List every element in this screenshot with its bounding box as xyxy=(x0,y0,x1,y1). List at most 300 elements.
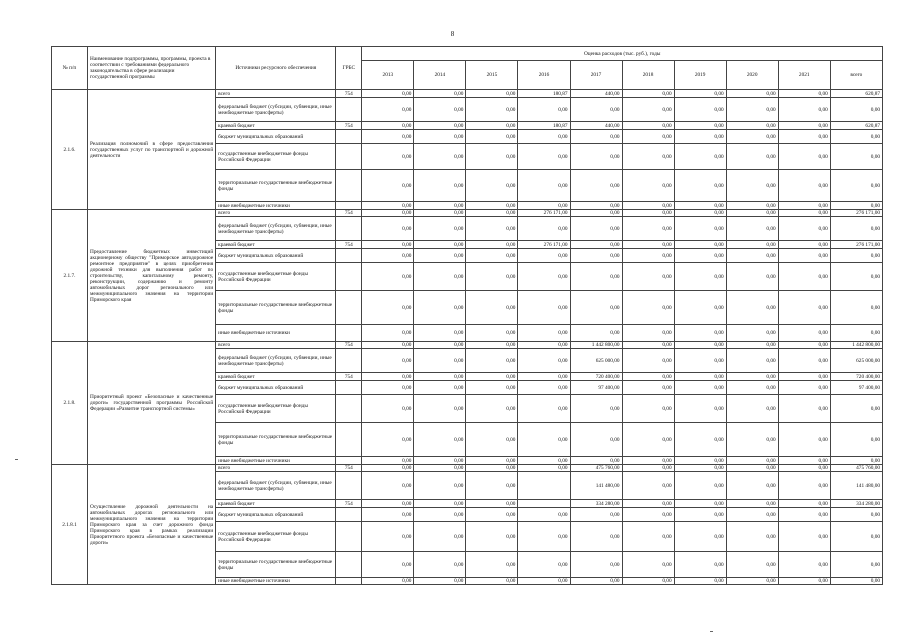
year-value: 0,00 xyxy=(414,325,466,342)
header-year: 2013 xyxy=(362,61,414,90)
year-value: 0,00 xyxy=(778,122,830,130)
header-total: всего xyxy=(830,61,882,90)
year-value: 0,00 xyxy=(518,457,570,465)
year-value: 0,00 xyxy=(414,552,466,578)
funding-source: бюджет муниципальных образований xyxy=(216,508,336,522)
year-value: 0,00 xyxy=(622,249,674,263)
year-value: 0,00 xyxy=(674,395,726,423)
year-value: 0,00 xyxy=(674,500,726,508)
year-value xyxy=(518,500,570,508)
year-value: 0,00 xyxy=(518,325,570,342)
program-name: Предоставление бюджетных инвестиций акционерному обществу "Приморское автодорожное ремонтное предприятие" в целях приобретения дорожной техники для выполнения работ по строительству, капитальному ремонту, реконструкции, содержанию и ремонту автомобильных дорог регионального или межмуниципального значения на территории Приморского края xyxy=(88,210,216,342)
year-value: 0,00 xyxy=(466,291,518,325)
header-number: № п/п xyxy=(52,47,88,90)
funding-source: федеральный бюджет (субсидии, субвенции, иные межбюджетные трансферты) xyxy=(216,349,336,373)
year-value: 0,00 xyxy=(518,522,570,552)
total-value: 97 400,00 xyxy=(830,381,882,395)
year-value: 0,00 xyxy=(778,249,830,263)
year-value: 0,00 xyxy=(622,170,674,202)
year-value: 0,00 xyxy=(726,508,778,522)
year-value: 0,00 xyxy=(674,241,726,249)
funding-source: федеральный бюджет (субсидии, субвенции, иные межбюджетные трансферты) xyxy=(216,217,336,241)
year-value: 0,00 xyxy=(414,241,466,249)
year-value: 0,00 xyxy=(362,349,414,373)
year-value: 334 280,00 xyxy=(570,500,622,508)
year-value: 0,00 xyxy=(466,578,518,585)
year-value: 440,00 xyxy=(570,122,622,130)
funding-source: федеральный бюджет (субсидии, субвенции, иные межбюджетные трансферты) xyxy=(216,472,336,500)
year-value: 0,00 xyxy=(622,472,674,500)
page-number: 8 xyxy=(450,30,455,38)
year-value: 0,00 xyxy=(414,457,466,465)
funding-source: краевой бюджет xyxy=(216,373,336,381)
item-number: 2.1.6. xyxy=(52,90,88,210)
year-value: 0,00 xyxy=(570,210,622,217)
year-value: 0,00 xyxy=(414,508,466,522)
total-value: 0,00 xyxy=(830,217,882,241)
grbs-code xyxy=(336,395,362,423)
year-value: 0,00 xyxy=(466,217,518,241)
year-value: 0,00 xyxy=(414,170,466,202)
year-value: 0,00 xyxy=(778,578,830,585)
total-value: 0,00 xyxy=(830,202,882,210)
year-value: 0,00 xyxy=(362,342,414,349)
year-value: 0,00 xyxy=(674,170,726,202)
funding-source: федеральный бюджет (субсидии, субвенции, иные межбюджетные трансферты) xyxy=(216,98,336,122)
year-value: 0,00 xyxy=(518,98,570,122)
year-value: 180,87 xyxy=(518,122,570,130)
year-value: 0,00 xyxy=(778,465,830,472)
year-value: 0,00 xyxy=(726,578,778,585)
header-year: 2021 xyxy=(778,61,830,90)
total-value: 0,00 xyxy=(830,325,882,342)
year-value: 0,00 xyxy=(674,249,726,263)
year-value: 0,00 xyxy=(726,522,778,552)
year-value: 0,00 xyxy=(414,465,466,472)
year-value: 0,00 xyxy=(674,202,726,210)
funding-source: государственные внебюджетные фонды Российской Федерации xyxy=(216,144,336,170)
year-value: 0,00 xyxy=(778,500,830,508)
year-value: 0,00 xyxy=(726,381,778,395)
year-value: 276 171,00 xyxy=(518,210,570,217)
year-value: 0,00 xyxy=(414,130,466,144)
table-row xyxy=(52,210,883,217)
grbs-code: 754 xyxy=(336,342,362,349)
year-value: 0,00 xyxy=(622,381,674,395)
year-value: 0,00 xyxy=(674,373,726,381)
item-number: 2.1.8. xyxy=(52,342,88,465)
year-value: 0,00 xyxy=(518,217,570,241)
header-program-name: Наименование подпрограммы, программы, проекта в соответствии с требованиями федерального законодательства в сфере реализации государственной программы xyxy=(88,47,216,90)
year-value: 625 000,00 xyxy=(570,349,622,373)
year-value: 0,00 xyxy=(778,144,830,170)
year-value: 0,00 xyxy=(674,122,726,130)
year-value: 0,00 xyxy=(726,472,778,500)
year-value: 0,00 xyxy=(622,465,674,472)
year-value: 0,00 xyxy=(414,210,466,217)
year-value: 0,00 xyxy=(466,522,518,552)
year-value: 0,00 xyxy=(518,423,570,457)
year-value: 0,00 xyxy=(518,130,570,144)
year-value: 0,00 xyxy=(466,249,518,263)
year-value xyxy=(518,472,570,500)
funding-source: краевой бюджет xyxy=(216,241,336,249)
year-value: 0,00 xyxy=(518,249,570,263)
year-value: 0,00 xyxy=(726,395,778,423)
year-value: 0,00 xyxy=(726,170,778,202)
total-value: 0,00 xyxy=(830,98,882,122)
funding-source: государственные внебюджетные фонды Российской Федерации xyxy=(216,522,336,552)
year-value: 0,00 xyxy=(622,217,674,241)
year-value: 276 171,00 xyxy=(518,241,570,249)
year-value: 0,00 xyxy=(414,500,466,508)
grbs-code: 754 xyxy=(336,210,362,217)
year-value: 0,00 xyxy=(570,241,622,249)
year-value: 0,00 xyxy=(778,130,830,144)
total-value: 0,00 xyxy=(830,249,882,263)
year-value: 0,00 xyxy=(466,500,518,508)
year-value: 0,00 xyxy=(570,170,622,202)
year-value: 0,00 xyxy=(518,202,570,210)
year-value: 0,00 xyxy=(778,395,830,423)
year-value: 0,00 xyxy=(778,508,830,522)
grbs-code xyxy=(336,381,362,395)
year-value: 0,00 xyxy=(362,395,414,423)
year-value: 0,00 xyxy=(362,90,414,98)
year-value: 0,00 xyxy=(466,423,518,457)
year-value: 0,00 xyxy=(622,522,674,552)
year-value: 0,00 xyxy=(674,465,726,472)
total-value: 276 171,00 xyxy=(830,210,882,217)
year-value: 0,00 xyxy=(362,291,414,325)
year-value: 0,00 xyxy=(414,249,466,263)
year-value: 0,00 xyxy=(570,263,622,291)
header-year: 2017 xyxy=(570,61,622,90)
year-value: 0,00 xyxy=(466,349,518,373)
year-value: 0,00 xyxy=(414,90,466,98)
year-value: 0,00 xyxy=(362,508,414,522)
year-value: 0,00 xyxy=(466,210,518,217)
year-value: 0,00 xyxy=(726,465,778,472)
funding-source: иные внебюджетные источники xyxy=(216,457,336,465)
year-value: 0,00 xyxy=(518,578,570,585)
total-value: 0,00 xyxy=(830,144,882,170)
year-value: 0,00 xyxy=(518,552,570,578)
year-value: 0,00 xyxy=(362,325,414,342)
funding-source: территориальные государственные внебюджетные фонды xyxy=(216,170,336,202)
year-value: 0,00 xyxy=(362,130,414,144)
year-value: 0,00 xyxy=(362,465,414,472)
year-value: 0,00 xyxy=(414,122,466,130)
year-value: 0,00 xyxy=(362,122,414,130)
funding-source: иные внебюджетные источники xyxy=(216,325,336,342)
year-value: 0,00 xyxy=(622,291,674,325)
grbs-code xyxy=(336,552,362,578)
year-value: 720 400,00 xyxy=(570,373,622,381)
year-value: 0,00 xyxy=(570,217,622,241)
year-value: 0,00 xyxy=(622,90,674,98)
year-value: 0,00 xyxy=(778,217,830,241)
total-value: 334 280,00 xyxy=(830,500,882,508)
year-value: 0,00 xyxy=(622,373,674,381)
year-value: 0,00 xyxy=(778,381,830,395)
year-value: 0,00 xyxy=(414,98,466,122)
grbs-code xyxy=(336,472,362,500)
year-value: 97 400,00 xyxy=(570,381,622,395)
year-value: 0,00 xyxy=(778,457,830,465)
total-value: 620,87 xyxy=(830,90,882,98)
year-value: 0,00 xyxy=(518,465,570,472)
year-value: 0,00 xyxy=(778,241,830,249)
year-value: 0,00 xyxy=(414,202,466,210)
grbs-code: 754 xyxy=(336,241,362,249)
year-value: 0,00 xyxy=(570,508,622,522)
year-value: 0,00 xyxy=(518,395,570,423)
total-value: 0,00 xyxy=(830,263,882,291)
year-value: 0,00 xyxy=(362,98,414,122)
year-value: 0,00 xyxy=(726,217,778,241)
total-value: 0,00 xyxy=(830,508,882,522)
year-value: 0,00 xyxy=(726,130,778,144)
year-value: 0,00 xyxy=(778,291,830,325)
funding-source: бюджет муниципальных образований xyxy=(216,381,336,395)
year-value: 0,00 xyxy=(778,98,830,122)
year-value: 0,00 xyxy=(414,373,466,381)
expenditure-table xyxy=(51,46,883,585)
year-value: 0,00 xyxy=(518,170,570,202)
year-value: 0,00 xyxy=(570,552,622,578)
year-value: 0,00 xyxy=(518,263,570,291)
funding-source: государственные внебюджетные фонды Российской Федерации xyxy=(216,395,336,423)
year-value: 0,00 xyxy=(518,342,570,349)
funding-source: иные внебюджетные источники xyxy=(216,578,336,585)
year-value: 0,00 xyxy=(466,241,518,249)
year-value: 0,00 xyxy=(466,552,518,578)
year-value: 0,00 xyxy=(674,472,726,500)
scan-mark xyxy=(710,631,713,632)
funding-source: краевой бюджет xyxy=(216,122,336,130)
year-value: 0,00 xyxy=(726,291,778,325)
year-value: 0,00 xyxy=(622,342,674,349)
funding-source: всего xyxy=(216,342,336,349)
grbs-code: 754 xyxy=(336,465,362,472)
year-value: 0,00 xyxy=(570,457,622,465)
grbs-code xyxy=(336,325,362,342)
total-value: 276 171,00 xyxy=(830,241,882,249)
year-value: 0,00 xyxy=(726,90,778,98)
year-value: 0,00 xyxy=(622,395,674,423)
year-value: 0,00 xyxy=(778,325,830,342)
year-value: 0,00 xyxy=(778,423,830,457)
year-value: 0,00 xyxy=(466,122,518,130)
year-value: 0,00 xyxy=(778,522,830,552)
year-value: 0,00 xyxy=(466,90,518,98)
table-row xyxy=(52,465,883,472)
year-value: 0,00 xyxy=(726,210,778,217)
year-value: 0,00 xyxy=(362,249,414,263)
header-estimate: Оценка расходов (тыс. руб.), годы xyxy=(362,47,883,61)
program-name: Осуществление дорожной деятельности на автомобильных дорогах регионального или межмуниципального значения на территории Приморского края за счет дорожного фонда Приморского края в рамках реализации Приоритетного проекта «Безопасные и качественные дороги» xyxy=(88,465,216,585)
year-value: 0,00 xyxy=(362,578,414,585)
year-value: 0,00 xyxy=(726,241,778,249)
year-value: 0,00 xyxy=(518,373,570,381)
grbs-code xyxy=(336,457,362,465)
year-value: 0,00 xyxy=(674,130,726,144)
year-value: 0,00 xyxy=(414,522,466,552)
total-value: 0,00 xyxy=(830,552,882,578)
item-number: 2.1.7. xyxy=(52,210,88,342)
total-value: 1 442 800,00 xyxy=(830,342,882,349)
year-value: 0,00 xyxy=(726,98,778,122)
year-value: 0,00 xyxy=(778,263,830,291)
grbs-code xyxy=(336,249,362,263)
year-value: 0,00 xyxy=(778,349,830,373)
year-value: 0,00 xyxy=(466,342,518,349)
year-value: 0,00 xyxy=(674,552,726,578)
header-year: 2014 xyxy=(414,61,466,90)
year-value: 0,00 xyxy=(570,423,622,457)
year-value: 0,00 xyxy=(674,325,726,342)
year-value: 0,00 xyxy=(622,241,674,249)
grbs-code xyxy=(336,578,362,585)
year-value: 0,00 xyxy=(362,210,414,217)
year-value: 0,00 xyxy=(726,349,778,373)
year-value: 180,87 xyxy=(518,90,570,98)
year-value: 0,00 xyxy=(362,457,414,465)
year-value: 0,00 xyxy=(466,202,518,210)
total-value: 0,00 xyxy=(830,423,882,457)
grbs-code: 754 xyxy=(336,122,362,130)
year-value: 0,00 xyxy=(518,381,570,395)
year-value: 0,00 xyxy=(674,508,726,522)
year-value: 0,00 xyxy=(622,210,674,217)
header-year: 2016 xyxy=(518,61,570,90)
year-value: 0,00 xyxy=(362,472,414,500)
year-value: 0,00 xyxy=(622,122,674,130)
year-value: 0,00 xyxy=(570,98,622,122)
year-value: 0,00 xyxy=(622,500,674,508)
year-value: 0,00 xyxy=(570,522,622,552)
grbs-code xyxy=(336,144,362,170)
year-value: 0,00 xyxy=(778,552,830,578)
grbs-code xyxy=(336,349,362,373)
year-value: 0,00 xyxy=(570,130,622,144)
year-value: 0,00 xyxy=(726,249,778,263)
year-value: 0,00 xyxy=(570,325,622,342)
year-value: 0,00 xyxy=(726,202,778,210)
year-value: 0,00 xyxy=(674,263,726,291)
year-value: 0,00 xyxy=(414,217,466,241)
year-value: 0,00 xyxy=(414,381,466,395)
year-value: 0,00 xyxy=(674,291,726,325)
year-value: 0,00 xyxy=(674,381,726,395)
year-value: 0,00 xyxy=(622,423,674,457)
year-value: 0,00 xyxy=(622,552,674,578)
grbs-code xyxy=(336,291,362,325)
grbs-code xyxy=(336,522,362,552)
grbs-code xyxy=(336,130,362,144)
year-value: 0,00 xyxy=(362,423,414,457)
year-value: 0,00 xyxy=(570,395,622,423)
total-value: 0,00 xyxy=(830,578,882,585)
year-value: 0,00 xyxy=(414,395,466,423)
year-value: 0,00 xyxy=(726,342,778,349)
year-value: 0,00 xyxy=(726,373,778,381)
year-value: 0,00 xyxy=(414,144,466,170)
funding-source: государственные внебюджетные фонды Российской Федерации xyxy=(216,263,336,291)
grbs-code xyxy=(336,508,362,522)
year-value: 0,00 xyxy=(466,373,518,381)
total-value: 720 400,00 xyxy=(830,373,882,381)
year-value: 0,00 xyxy=(778,202,830,210)
funding-source: бюджет муниципальных образований xyxy=(216,249,336,263)
table-body xyxy=(52,90,883,585)
year-value: 0,00 xyxy=(466,130,518,144)
year-value: 0,00 xyxy=(362,241,414,249)
grbs-code xyxy=(336,98,362,122)
program-name: Приоритетный проект «Безопасные и качественные дороги» государственной программы Российской Федерации «Развитие транспортной системы» xyxy=(88,342,216,465)
header-year: 2015 xyxy=(466,61,518,90)
total-value: 0,00 xyxy=(830,291,882,325)
year-value: 0,00 xyxy=(466,170,518,202)
total-value: 141 480,00 xyxy=(830,472,882,500)
total-value: 620,87 xyxy=(830,122,882,130)
year-value: 0,00 xyxy=(466,395,518,423)
year-value: 0,00 xyxy=(466,263,518,291)
header-year: 2019 xyxy=(674,61,726,90)
grbs-code xyxy=(336,263,362,291)
funding-source: территориальные государственные внебюджетные фонды xyxy=(216,423,336,457)
year-value: 0,00 xyxy=(622,130,674,144)
funding-source: краевой бюджет xyxy=(216,500,336,508)
total-value: 0,00 xyxy=(830,522,882,552)
year-value: 0,00 xyxy=(362,263,414,291)
year-value: 0,00 xyxy=(622,144,674,170)
item-number: 2.1.8.1 xyxy=(52,465,88,585)
funding-source: всего xyxy=(216,465,336,472)
year-value: 0,00 xyxy=(674,457,726,465)
year-value: 0,00 xyxy=(570,578,622,585)
table-row xyxy=(52,342,883,349)
year-value: 0,00 xyxy=(674,522,726,552)
year-value: 0,00 xyxy=(622,457,674,465)
year-value: 0,00 xyxy=(466,98,518,122)
year-value: 0,00 xyxy=(778,170,830,202)
year-value: 0,00 xyxy=(466,144,518,170)
year-value: 0,00 xyxy=(674,98,726,122)
total-value: 0,00 xyxy=(830,457,882,465)
year-value: 0,00 xyxy=(518,508,570,522)
program-name: Реализация полномочий в сфере предоставления государственных услуг по транспортной и дорожной деятельности xyxy=(88,90,216,210)
year-value: 0,00 xyxy=(778,210,830,217)
year-value: 0,00 xyxy=(570,249,622,263)
funding-source: бюджет муниципальных образований xyxy=(216,130,336,144)
grbs-code xyxy=(336,202,362,210)
year-value: 0,00 xyxy=(622,98,674,122)
year-value: 0,00 xyxy=(362,373,414,381)
year-value: 0,00 xyxy=(466,457,518,465)
year-value: 0,00 xyxy=(726,122,778,130)
year-value: 0,00 xyxy=(362,144,414,170)
year-value: 0,00 xyxy=(414,263,466,291)
header-grbs: ГРБС xyxy=(336,47,362,90)
total-value: 475 760,00 xyxy=(830,465,882,472)
table-header xyxy=(52,47,883,90)
year-value: 0,00 xyxy=(466,508,518,522)
year-value: 1 442 800,00 xyxy=(570,342,622,349)
year-value: 0,00 xyxy=(674,217,726,241)
year-value: 0,00 xyxy=(362,217,414,241)
